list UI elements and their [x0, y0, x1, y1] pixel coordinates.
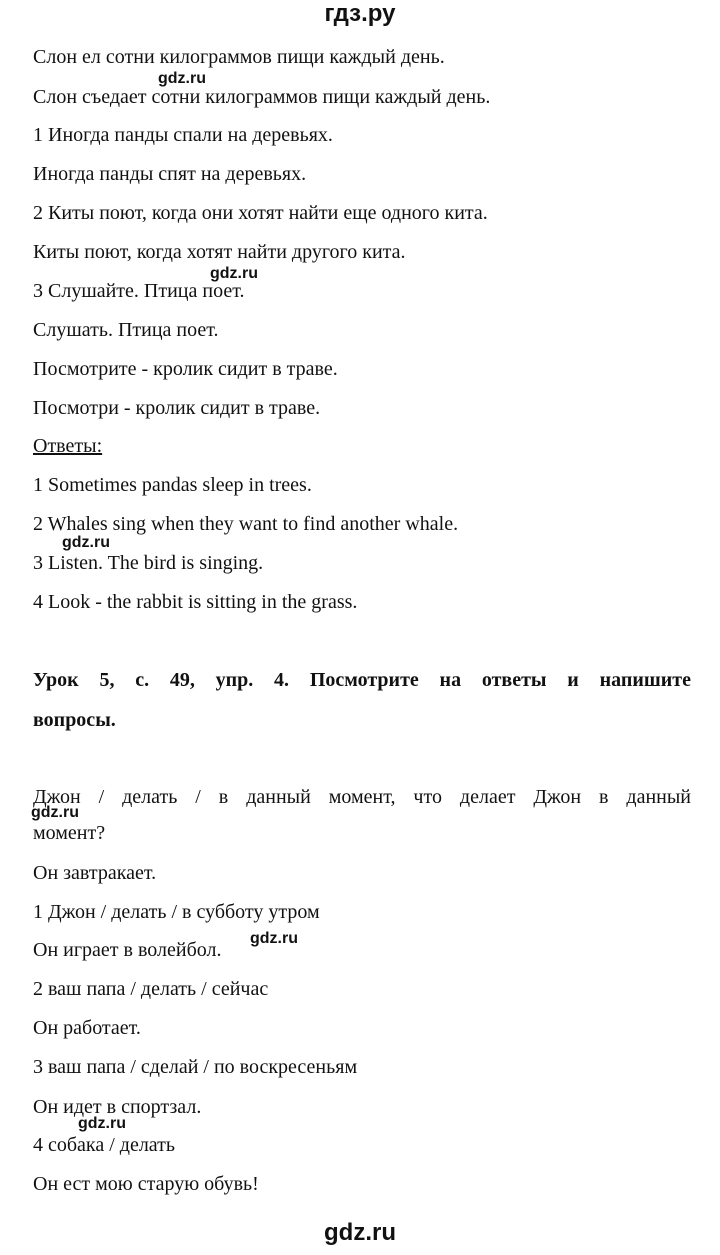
example-line-continued: момент?: [33, 822, 106, 844]
watermark-logo: gdz.ru: [31, 804, 79, 821]
exercise-line: 2 ваш папа / делать / сейчас: [33, 978, 269, 1000]
watermark-logo: gdz.ru: [210, 265, 258, 282]
site-footer-title: gdz.ru: [324, 1219, 396, 1246]
exercise-line: 1 Джон / делать / в субботу утром: [33, 901, 320, 923]
text-line: Слон съедает сотни килограммов пищи каждый день.: [33, 86, 491, 108]
answer-item: 4 Look - the rabbit is sitting in the grass.: [33, 591, 358, 613]
watermark-logo: gdz.ru: [158, 70, 206, 87]
exercise-line: Он работает.: [33, 1017, 141, 1039]
exercise-line: 4 собака / делать: [33, 1134, 176, 1156]
text-line: 2 Киты поют, когда они хотят найти еще одного кита.: [33, 202, 488, 224]
answer-item: 3 Listen. The bird is singing.: [33, 552, 264, 574]
text-line: 1 Иногда панды спали на деревьях.: [33, 124, 333, 146]
exercise-heading: Урок 5, с. 49, упр. 4. Посмотрите на ответы и напишите: [33, 669, 691, 691]
answer-item: 1 Sometimes pandas sleep in trees.: [33, 474, 312, 496]
exercise-line: Он ест мою старую обувь!: [33, 1173, 259, 1195]
exercise-line: Он играет в волейбол.: [33, 939, 222, 961]
watermark-logo: gdz.ru: [62, 534, 110, 551]
text-line: Иногда панды спят на деревьях.: [33, 163, 307, 185]
text-line: Киты поют, когда хотят найти другого кита.: [33, 241, 406, 263]
answers-title: Ответы:: [33, 435, 103, 457]
text-line: Слон ел сотни килограммов пищи каждый день.: [33, 46, 445, 68]
text-line: Посмотрите - кролик сидит в траве.: [33, 358, 338, 380]
exercise-line: 3 ваш папа / сделай / по воскресеньям: [33, 1056, 358, 1078]
text-line: Посмотри - кролик сидит в траве.: [33, 397, 321, 419]
site-header-title: гдз.ру: [324, 0, 396, 27]
watermark-logo: gdz.ru: [78, 1115, 126, 1132]
exercise-line: Он завтракает.: [33, 862, 157, 884]
answer-item: 2 Whales sing when they want to find another whale.: [33, 513, 459, 535]
text-line: 3 Слушайте. Птица поет.: [33, 280, 245, 302]
watermark-logo: gdz.ru: [250, 930, 298, 947]
exercise-heading-continued: вопросы.: [33, 709, 116, 731]
exercise-line: Он идет в спортзал.: [33, 1096, 202, 1118]
text-line: Слушать. Птица поет.: [33, 319, 219, 341]
example-line: Джон / делать / в данный момент, что делает Джон в данный: [33, 786, 691, 808]
